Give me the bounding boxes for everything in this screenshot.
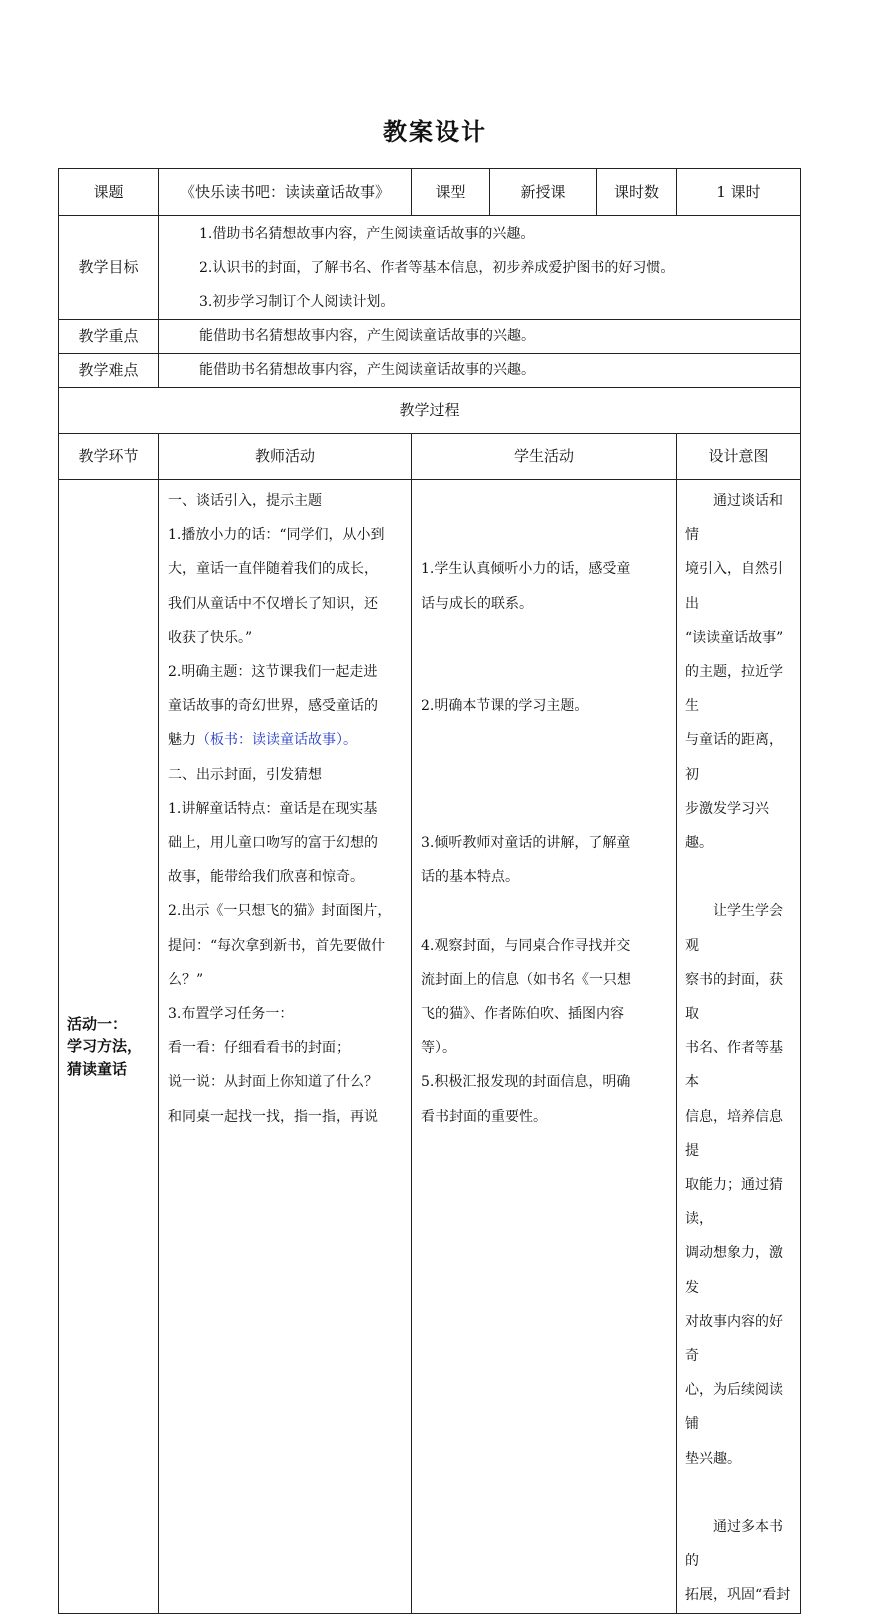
intent-line: 垫兴趣。 — [685, 1450, 741, 1467]
stage-line: 活动一： — [67, 1014, 128, 1033]
intent-line: 让学生学会观 — [685, 903, 783, 954]
student-line: 看书封面的重要性。 — [421, 1108, 547, 1125]
teacher-line: 收获了快乐。” — [168, 629, 253, 646]
intent-line: 心，为后续阅读铺 — [685, 1382, 783, 1433]
stage-line: 学习方法， — [67, 1037, 143, 1056]
goal-item: 2.认识书的封面，了解书名、作者等基本信息，初步养成爱护图书的好习惯。 — [199, 259, 675, 276]
intent-line: 书名、作者等基本 — [685, 1040, 783, 1091]
key-point-text: 能借助书名猜想故事内容，产生阅读童话故事的兴趣。 — [159, 320, 801, 354]
goals-content — [159, 216, 801, 320]
teacher-line-text: 魅力 — [168, 732, 196, 749]
student-line: 等）。 — [421, 1040, 456, 1057]
teacher-activity — [159, 480, 412, 1614]
intent-line: 取能力；通过猜读， — [685, 1177, 783, 1228]
type-value: 新授课 — [490, 169, 597, 216]
header-row — [59, 169, 801, 216]
teacher-line: 说一说：从封面上你知道了什么？ — [168, 1074, 378, 1091]
intent-line: 对故事内容的好奇 — [685, 1313, 783, 1365]
intent-line: 通过多本书的 — [685, 1519, 783, 1570]
student-line: 5.积极汇报发现的封面信息，明确 — [421, 1074, 631, 1091]
student-line: 话与成长的联系。 — [421, 595, 533, 612]
process-title: 教学过程 — [59, 388, 801, 434]
teacher-line — [168, 723, 403, 757]
design-intent — [677, 480, 801, 1614]
intent-line: 与童话的距离，初 — [685, 732, 783, 783]
key-point-label: 教学重点 — [59, 320, 159, 354]
teacher-line: 和同桌一起找一找，指一指，再说 — [168, 1108, 378, 1125]
goal-item: 3.初步学习制订个人阅读计划。 — [199, 293, 395, 310]
student-activity — [412, 480, 677, 1614]
teacher-line: 1.讲解童话特点：童话是在现实基 — [168, 800, 378, 817]
lesson-plan-table — [58, 168, 801, 1614]
teacher-line: 故事，能带给我们欣喜和惊奇。 — [168, 869, 364, 886]
student-line: 1.学生认真倾听小力的话，感受童 — [421, 561, 631, 578]
intent-line: “读读童话故事” — [685, 629, 784, 646]
stage-line: 猜读童话 — [67, 1059, 128, 1078]
student-line: 2.明确本节课的学习主题。 — [421, 698, 589, 715]
intent-line: 的主题，拉近学生 — [685, 664, 783, 715]
hours-value: 1 课时 — [677, 169, 801, 216]
board-note: （板书：读读童话故事）。 — [196, 732, 357, 749]
process-header-row — [59, 434, 801, 480]
intent-line: 调动想象力，激发 — [685, 1245, 783, 1296]
intent-line: 通过谈话和情 — [685, 493, 783, 544]
teacher-header: 教师活动 — [159, 434, 412, 480]
student-line: 飞的猫》、作者陈伯吹、插图内容 — [421, 1005, 624, 1022]
document-title: 教案设计 — [383, 117, 487, 146]
student-line: 话的基本特点。 — [421, 869, 519, 886]
stage-header: 教学环节 — [59, 434, 159, 480]
teacher-line: 提问：“每次拿到新书，首先要做什 — [168, 937, 386, 954]
goals-row — [59, 216, 801, 320]
goal-item: 1.借助书名猜想故事内容，产生阅读童话故事的兴趣。 — [199, 225, 535, 242]
activity-row — [59, 480, 801, 1614]
teacher-line: 一、谈话引入，提示主题 — [168, 493, 322, 509]
intent-line: 拓展，巩固“看封 — [685, 1587, 791, 1604]
goals-label: 教学目标 — [59, 216, 159, 320]
teacher-line: 二、出示封面，引发猜想 — [168, 766, 322, 783]
teacher-line: 础上，用儿童口吻写的富于幻想的 — [168, 835, 378, 852]
intent-line: 步激发学习兴趣。 — [685, 800, 769, 852]
teacher-line: 看一看：仔细看看书的封面； — [168, 1040, 350, 1057]
student-line: 流封面上的信息（如书名《一只想 — [421, 971, 631, 988]
teacher-line: 么？” — [168, 971, 204, 988]
teacher-line: 3.布置学习任务一： — [168, 1006, 294, 1023]
difficulty-row — [59, 354, 801, 388]
intent-line: 察书的封面，获取 — [685, 971, 783, 1023]
difficulty-text: 能借助书名猜想故事内容，产生阅读童话故事的兴趣。 — [159, 354, 801, 388]
topic-value: 《快乐读书吧：读读童话故事》 — [159, 169, 412, 216]
student-line: 4.观察封面，与同桌合作寻找并交 — [421, 937, 631, 954]
intent-line: 境引入，自然引出 — [685, 561, 783, 612]
teacher-line: 2.出示《一只想飞的猫》封面图片， — [168, 903, 392, 920]
intent-header: 设计意图 — [677, 434, 801, 480]
student-header: 学生活动 — [412, 434, 677, 480]
type-label: 课型 — [412, 169, 490, 216]
activity-stage — [59, 480, 159, 1614]
teacher-line: 我们从童话中不仅增长了知识，还 — [168, 595, 378, 612]
student-line: 3.倾听教师对童话的讲解，了解童 — [421, 834, 631, 851]
key-point-row — [59, 320, 801, 354]
teacher-line: 1.播放小力的话：“同学们，从小到 — [168, 527, 385, 544]
hours-label: 课时数 — [597, 169, 677, 216]
teacher-line: 童话故事的奇幻世界，感受童话的 — [168, 698, 378, 715]
teacher-line: 大，童话一直伴随着我们的成长， — [168, 561, 378, 578]
intent-line: 信息，培养信息提 — [685, 1108, 783, 1159]
teacher-line: 2.明确主题：这节课我们一起走进 — [168, 664, 378, 681]
topic-label: 课题 — [59, 169, 159, 216]
process-title-row — [59, 388, 801, 434]
difficulty-label: 教学难点 — [59, 354, 159, 388]
